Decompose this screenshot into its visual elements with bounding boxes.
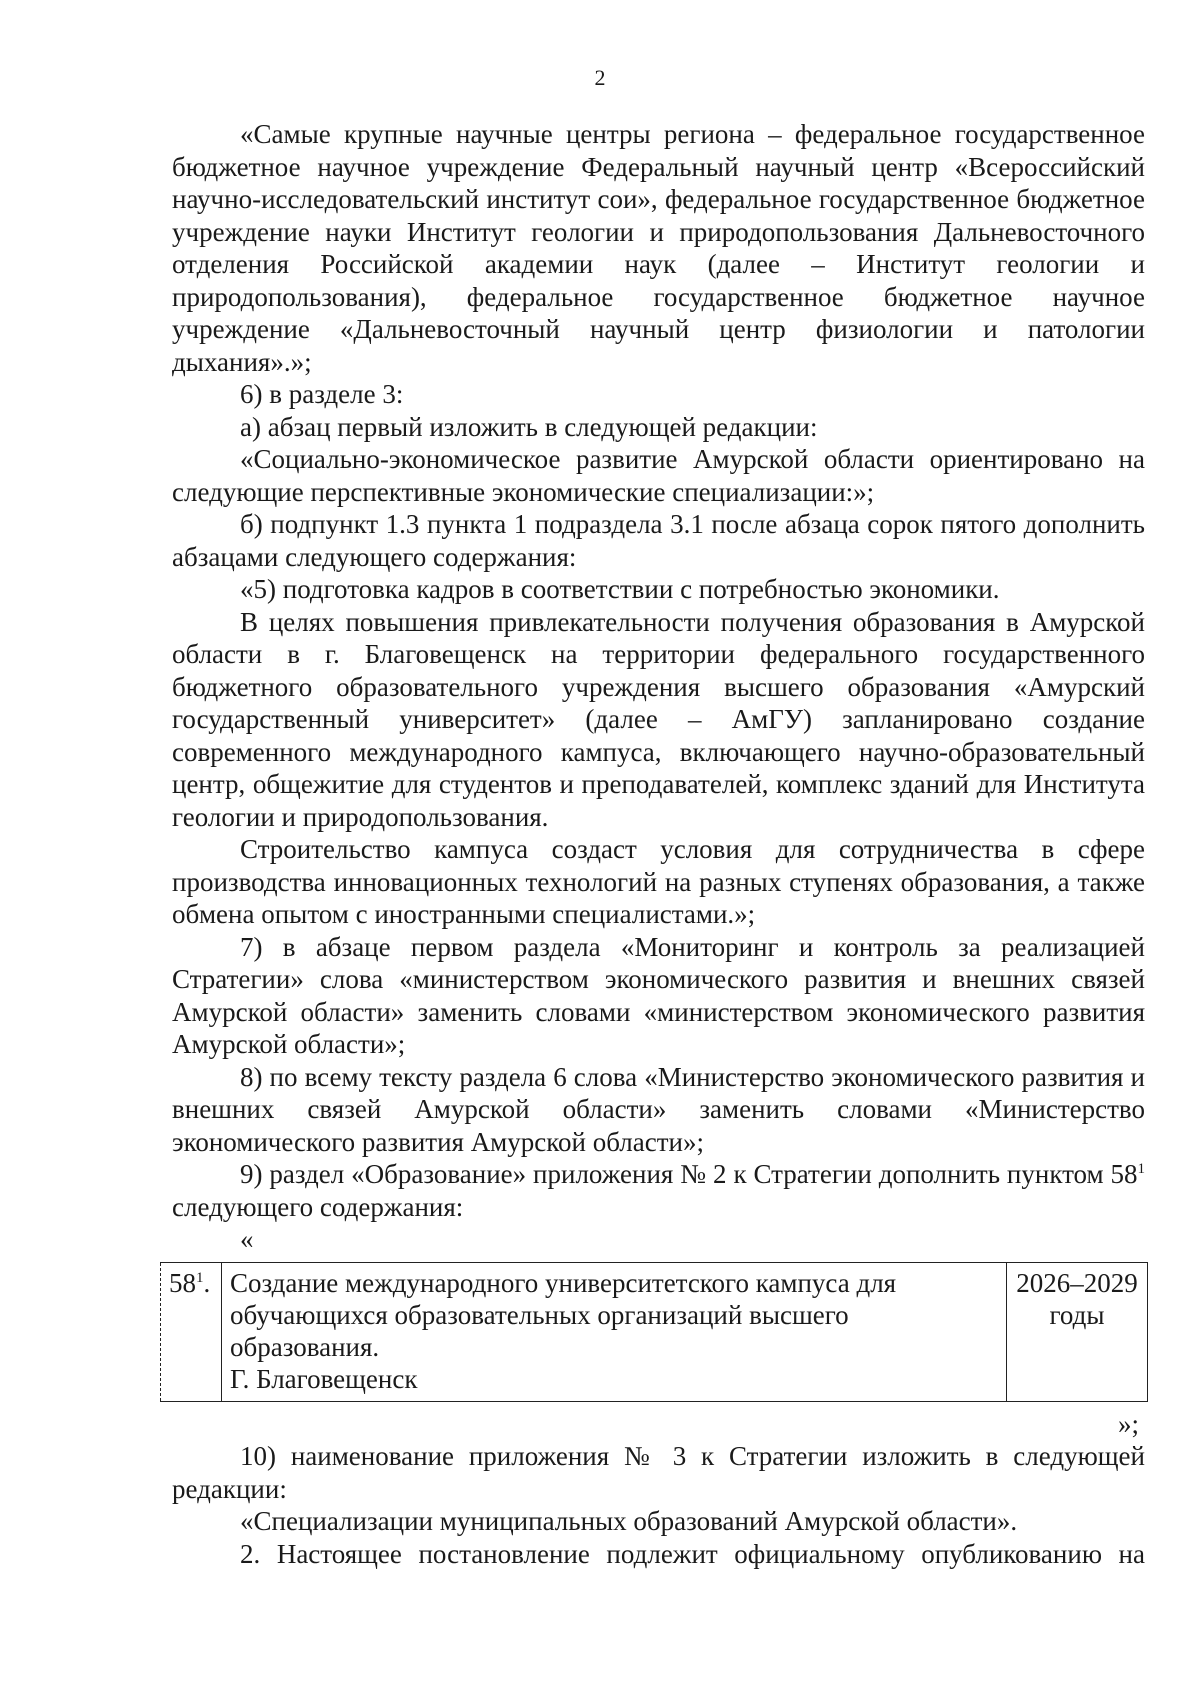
item-number: 58 — [169, 1267, 196, 1298]
paragraph-publication: 2. Настоящее постановление подлежит официальному опубликованию на — [240, 1538, 1145, 1569]
item-number-superscript: 1 — [196, 1269, 204, 1286]
table-open-quote: « — [240, 1224, 254, 1254]
table-row — [161, 1262, 1148, 1401]
item-9-text: 9) раздел «Образование» приложения № 2 к Стратегии дополнить пунктом 58 — [240, 1159, 1138, 1189]
paragraph-item-6b: б) подпункт 1.3 пункта 1 подраздела 3.1 после абзаца сорок пятого дополнить абзацами следующего содержания: — [172, 509, 1145, 572]
paragraph-specializations: «Социально-экономическое развитие Амурской области ориентировано на следующие перспективные экономические специализации:»; — [172, 444, 1145, 507]
paragraph-campus-plan: В целях повышения привлекательности получения образования в Амурской области в г. Благовещенск на территории федерального государственного бюджетного образовательного учреждения высшего образования «Амурский государственный университет» (далее – АмГУ) запланировано создание современного международного кампуса, включающего научно-образовательный центр, общежитие для студентов и преподавателей, комплекс зданий для Института геологии и природопользования. — [172, 606, 1145, 832]
item-number-dot: . — [203, 1267, 211, 1298]
description-line: Создание международного университетского кампуса для — [230, 1267, 897, 1298]
item-9-text-end: следующего содержания: — [172, 1191, 464, 1222]
paragraph-research-centers: «Самые крупные научные центры региона – федеральное государственное бюджетное научное учреждение Федеральный научный центр «Всероссийский научно-исследовательский институт сои», федеральное государственное бюджетное учреждение науки Институт геологии и природопользования Дальневосточного отделения Российской академии наук (далее – Институт геологии и природопользования), федеральное государственное бюджетное научное учреждение «Дальневосточный научный центр физиологии и патологии дыхания».»; — [172, 119, 1145, 377]
period-years: 2026–2029 — [1016, 1267, 1138, 1298]
paragraph-item-10: 10) наименование приложения № 3 к Стратегии изложить в следующей редакции: — [172, 1441, 1145, 1504]
document-body — [169, 118, 1145, 1570]
paragraph-staff-training: «5) подготовка кадров в соответствии с потребностью экономики. — [240, 574, 1000, 604]
item-description-cell — [222, 1262, 1007, 1401]
paragraph-item-6: 6) в разделе 3: — [240, 379, 404, 409]
page-number: 2 — [594, 65, 606, 90]
paragraph-item-8: 8) по всему тексту раздела 6 слова «Министерство экономического развития и внешних связей Амурской области» заменить словами «Министерство экономического развития Амурской области»; — [172, 1061, 1145, 1157]
period-unit: годы — [1049, 1299, 1105, 1330]
description-location: Г. Благовещенск — [230, 1363, 418, 1394]
item-9-superscript: 1 — [1137, 1161, 1145, 1177]
paragraph-campus-construction: Строительство кампуса создаст условия для сотрудничества в сфере производства инновационных технологий на разных ступенях образования, а также обмена опытом с иностранными специалистами.»; — [172, 834, 1145, 929]
campus-item-table — [160, 1262, 1148, 1402]
description-line: образования. — [230, 1331, 380, 1362]
paragraph-item-6a: а) абзац первый изложить в следующей редакции: — [240, 411, 818, 442]
description-line: обучающихся образовательных организаций высшего — [230, 1299, 849, 1330]
table-close-quote: »; — [1117, 1408, 1139, 1439]
paragraph-item-9 — [172, 1158, 1145, 1223]
item-period-cell — [1007, 1262, 1148, 1401]
paragraph-appendix-3-title: «Специализации муниципальных образований Амурской области». — [240, 1506, 1018, 1536]
item-number-cell — [161, 1262, 222, 1401]
paragraph-item-7: 7) в абзаце первом раздела «Мониторинг и контроль за реализацией Стратегии» слова «министерством экономического развития и внешних связей Амурской области» заменить словами «министерством экономического развития Амурской области»; — [172, 931, 1145, 1059]
